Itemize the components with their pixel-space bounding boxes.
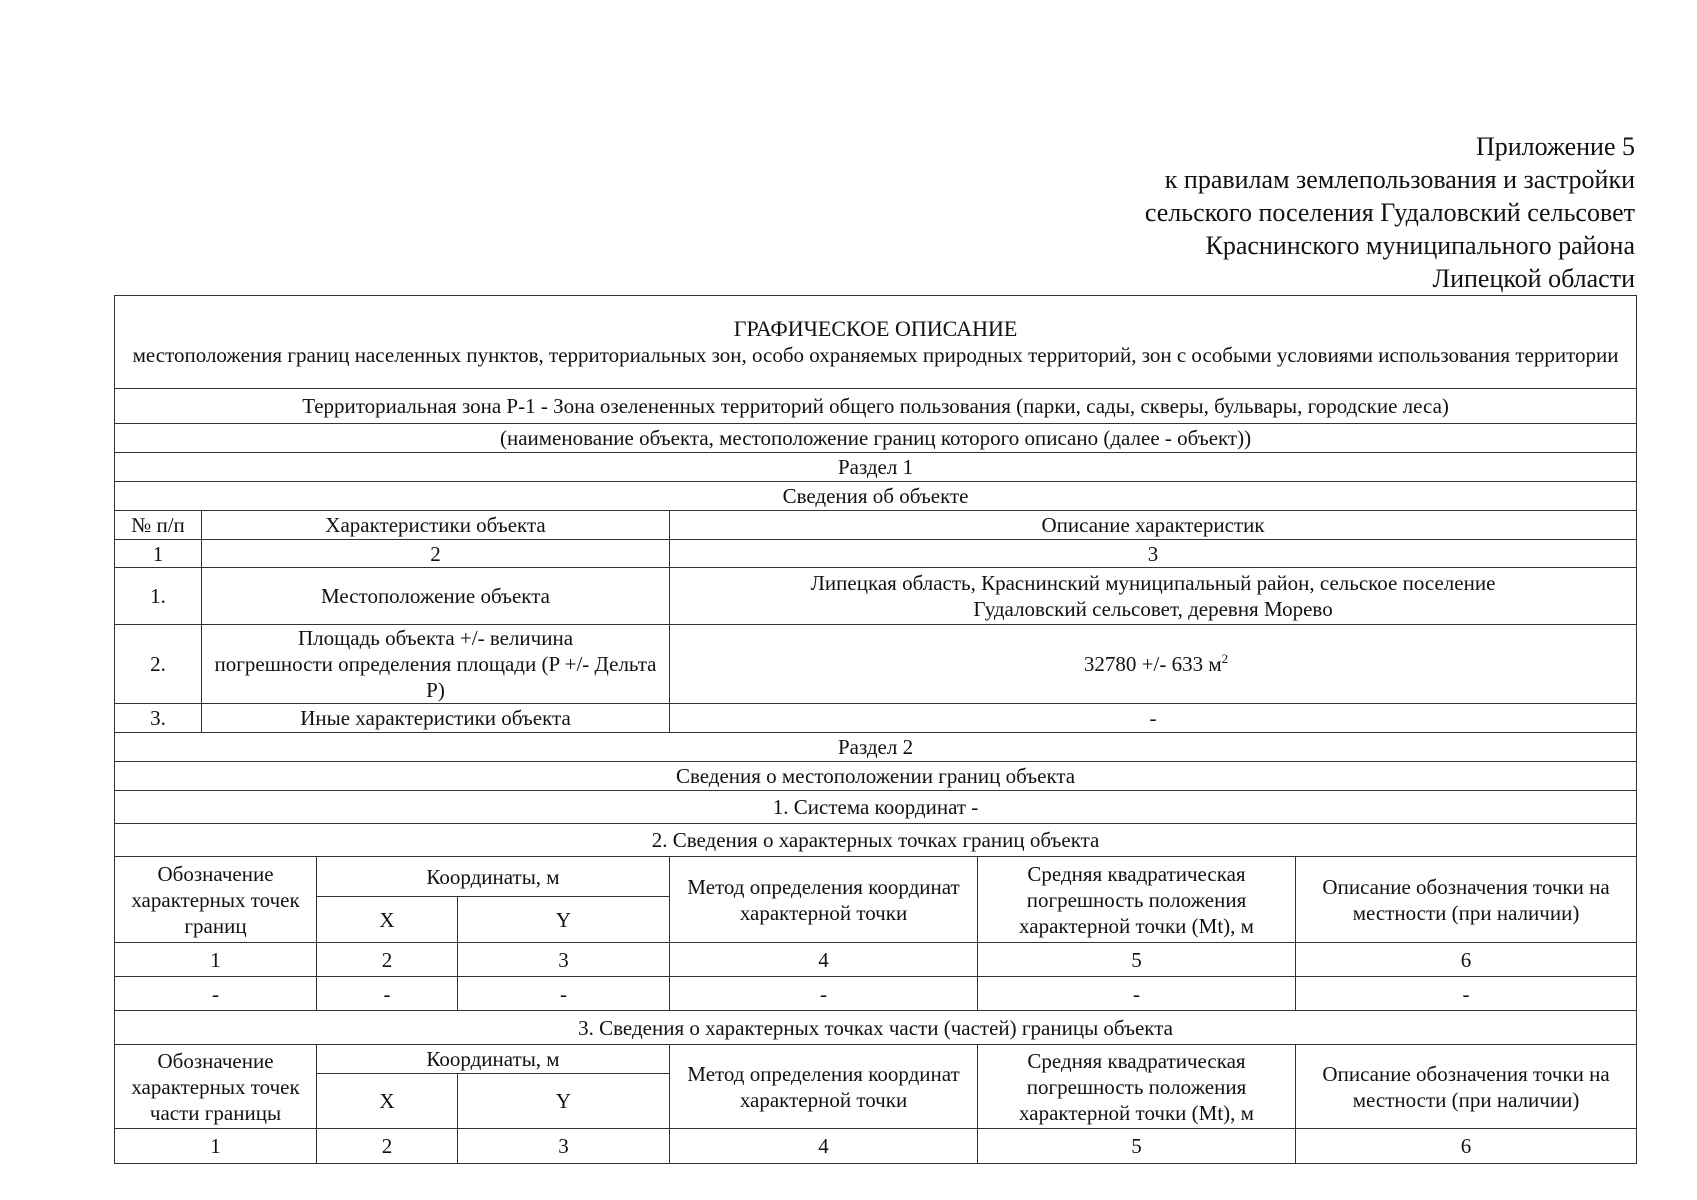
- appendix-line: Липецкой области: [1432, 264, 1635, 293]
- error-line: погрешность положения: [1026, 1074, 1247, 1099]
- points-cell: -: [115, 977, 317, 1011]
- column-number: 1: [115, 943, 317, 977]
- points-header-coordinates: Координаты, м: [317, 857, 670, 897]
- error-line: погрешность положения: [1026, 887, 1247, 912]
- parts-header-x: X: [317, 1074, 458, 1129]
- section1-subtitle: Сведения об объекте: [115, 482, 1637, 511]
- method-line: Метод определения координат: [687, 874, 960, 899]
- title-main: ГРАФИЧЕСКОЕ ОПИСАНИЕ: [733, 316, 1018, 341]
- appendix-header: [1145, 130, 1635, 295]
- other-description: -: [670, 704, 1637, 733]
- area-label-line: Площадь объекта +/- величина: [297, 626, 574, 650]
- column-number: 3: [670, 540, 1637, 568]
- graphic-description-table: [114, 295, 1637, 1164]
- method-line: Метод определения координат: [687, 1061, 960, 1086]
- points-cell: -: [670, 977, 978, 1011]
- area-label-line: погрешности определения площади (P +/- Дельта P): [214, 652, 657, 702]
- column-number: 2: [317, 1129, 458, 1164]
- points-cell: -: [458, 977, 670, 1011]
- designation-line: Обозначение: [157, 861, 274, 886]
- area-unit-exponent: 2: [1221, 651, 1229, 666]
- error-line: Средняя квадратическая: [1027, 861, 1246, 886]
- area-value: [670, 625, 1637, 704]
- characteristic-location: Местоположение объекта: [202, 568, 670, 625]
- parts-header-designation: [115, 1045, 317, 1129]
- characteristic-area: [202, 625, 670, 704]
- points-header-method: [670, 857, 978, 943]
- method-line: характерной точки: [739, 900, 908, 925]
- column-number: 3: [458, 1129, 670, 1164]
- column-number: 2: [317, 943, 458, 977]
- point-desc-line: местности (при наличии): [1352, 1087, 1580, 1112]
- appendix-line: сельского поселения Гудаловский сельсовет: [1144, 198, 1635, 227]
- parts-header-error: [978, 1045, 1296, 1129]
- title-sub: местоположения границ населенных пунктов, территориальных зон, особо охраняемых природных территорий, зон с особыми условиями использования территории: [132, 343, 1619, 367]
- column-number: 6: [1296, 943, 1637, 977]
- point-desc-line: Описание обозначения точки на: [1322, 874, 1610, 899]
- coordinate-system: 1. Система координат -: [115, 791, 1637, 824]
- points-header-x: X: [317, 897, 458, 943]
- location-line: Гудаловский сельсовет, деревня Морево: [973, 597, 1333, 621]
- points-header-description: [1296, 857, 1637, 943]
- characteristic-other: Иные характеристики объекта: [202, 704, 670, 733]
- parts-header-y: Y: [458, 1074, 670, 1129]
- column-number: 5: [978, 1129, 1296, 1164]
- header-number: № п/п: [115, 511, 202, 540]
- column-number: 1: [115, 1129, 317, 1164]
- column-number: 1: [115, 540, 202, 568]
- points-cell: -: [1296, 977, 1637, 1011]
- column-number: 3: [458, 943, 670, 977]
- row-number: 3.: [115, 704, 202, 733]
- column-number: 2: [202, 540, 670, 568]
- object-name: Территориальная зона Р-1 - Зона озелененных территорий общего пользования (парки, сады, скверы, бульвары, городские леса): [115, 389, 1637, 424]
- object-name-hint: (наименование объекта, местоположение границ которого описано (далее - объект)): [115, 424, 1637, 453]
- designation-line: Обозначение: [157, 1048, 274, 1073]
- method-line: характерной точки: [739, 1087, 908, 1112]
- points-header-error: [978, 857, 1296, 943]
- points-header-designation: [115, 857, 317, 943]
- parts-header-method: [670, 1045, 978, 1129]
- parts-section-title: 3. Сведения о характерных точках части (частей) границы объекта: [115, 1011, 1637, 1045]
- error-line: характерной точки (Mt), м: [1019, 913, 1254, 938]
- designation-line: части границы: [149, 1100, 282, 1125]
- header-characteristics: Характеристики объекта: [202, 511, 670, 540]
- section2-title: Раздел 2: [115, 733, 1637, 762]
- area-number: 32780 +/- 633 м: [1083, 652, 1222, 676]
- document-title: [115, 296, 1637, 389]
- appendix-line: Краснинского муниципального района: [1205, 231, 1635, 260]
- column-number: 6: [1296, 1129, 1637, 1164]
- header-description: Описание характеристик: [670, 511, 1637, 540]
- error-line: характерной точки (Mt), м: [1019, 1100, 1254, 1125]
- location-line: Липецкая область, Краснинский муниципальный район, сельское поселение: [810, 571, 1496, 595]
- parts-header-description: [1296, 1045, 1637, 1129]
- error-line: Средняя квадратическая: [1027, 1048, 1246, 1073]
- point-desc-line: Описание обозначения точки на: [1322, 1061, 1610, 1086]
- section2-subtitle: Сведения о местоположении границ объекта: [115, 762, 1637, 791]
- section1-title: Раздел 1: [115, 453, 1637, 482]
- points-cell: -: [978, 977, 1296, 1011]
- point-desc-line: местности (при наличии): [1352, 900, 1580, 925]
- appendix-line: Приложение 5: [1475, 132, 1635, 161]
- row-number: 2.: [115, 625, 202, 704]
- points-section-title: 2. Сведения о характерных точках границ объекта: [115, 824, 1637, 857]
- parts-header-coordinates: Координаты, м: [317, 1045, 670, 1074]
- row-number: 1.: [115, 568, 202, 625]
- designation-line: характерных точек: [131, 1074, 300, 1099]
- column-number: 4: [670, 1129, 978, 1164]
- column-number: 4: [670, 943, 978, 977]
- designation-line: характерных точек: [131, 887, 300, 912]
- appendix-line: к правилам землепользования и застройки: [1164, 165, 1635, 194]
- points-cell: -: [317, 977, 458, 1011]
- designation-line: границ: [184, 913, 247, 938]
- column-number: 5: [978, 943, 1296, 977]
- location-description: [670, 568, 1637, 625]
- points-header-y: Y: [458, 897, 670, 943]
